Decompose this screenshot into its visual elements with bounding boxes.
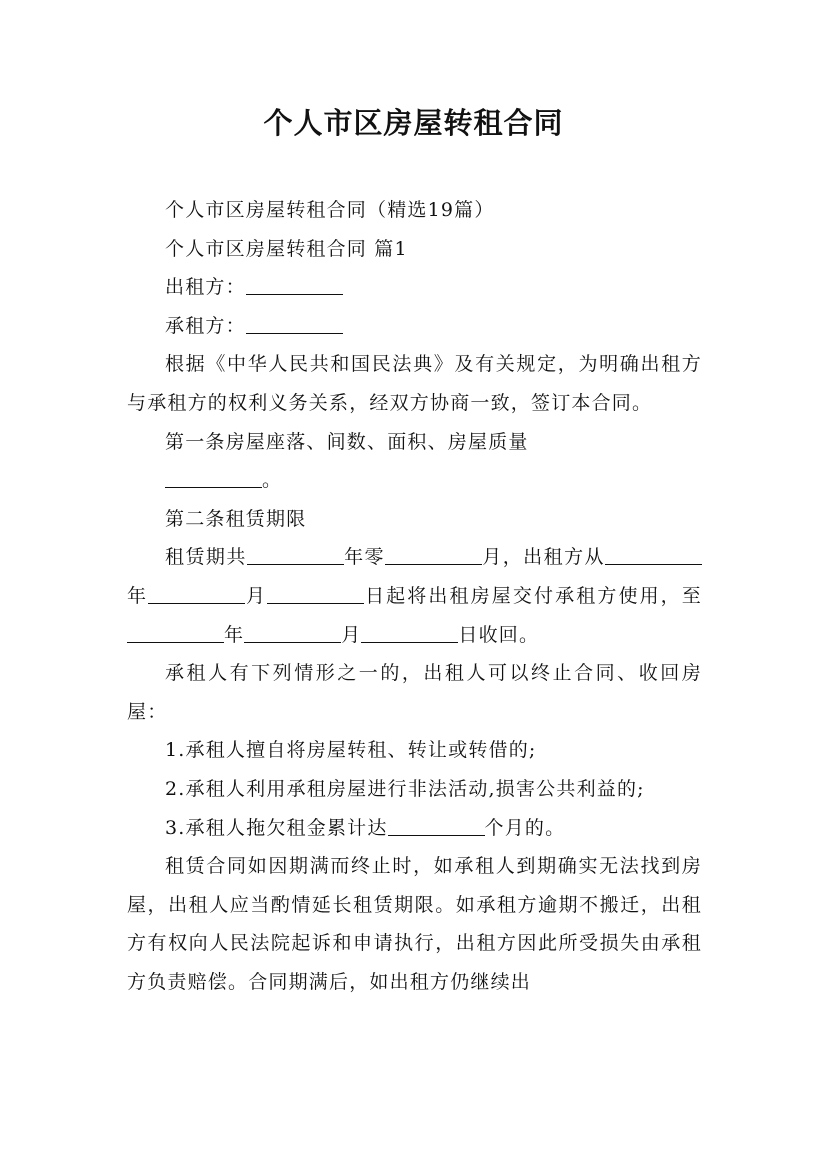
term-i: 日收回。 [458,623,540,646]
lessor-blank [246,275,343,295]
article2-title: 第二条租赁期限 [165,507,307,530]
lessor-line [127,268,702,307]
intro-paragraph: 根据《中华人民共和国民法典》及有关规定，为明确出租方与承租方的权利义务关系，经双方协商一致，签订本合同。 [127,353,702,414]
document-body [127,191,702,1001]
term-a: 租赁期共 [165,546,247,569]
item3-b: 个月的。 [484,816,566,839]
term-months-blank [385,545,482,565]
terminate-item-1: 1.承租人擅自将房屋转租、转让或转借的; [165,739,537,762]
term-c: 月，出租方从 [482,546,605,569]
lessee-label: 承租方： [165,314,246,337]
terminate-intro: 承租人有下列情形之一的，出租人可以终止合同、收回房屋： [127,662,702,723]
term-f: 日起将出租房屋交付承租方使用，至 [364,584,703,607]
start-month-blank [148,584,245,604]
term-g: 年 [224,623,245,646]
article1-end: 。 [262,469,283,492]
section-heading: 个人市区房屋转租合同 篇1 [165,237,408,260]
article1-blank-line [127,461,702,500]
lessor-label: 出租方： [165,276,246,299]
item3-a: 3.承租人拖欠租金累计达 [165,816,388,839]
item3-months-blank [388,816,485,836]
terminate-item-2: 2.承租人利用承租房屋进行非法活动,损害公共利益的; [165,777,645,800]
end-day-blank [361,623,458,643]
lessee-blank [246,314,343,334]
term-b: 年零 [343,546,385,569]
term-d: 年 [127,584,149,607]
subtitle: 个人市区房屋转租合同（精选19篇） [165,199,495,221]
start-year-blank [605,545,702,565]
term-h: 月 [341,623,362,646]
term-years-blank [247,545,344,565]
term-paragraph [127,538,702,654]
lessee-line [127,307,702,346]
article1-blank [165,468,262,488]
term-e: 月 [245,584,268,607]
end-year-blank [127,623,224,643]
start-day-blank [267,584,364,604]
article1-title: 第一条房屋座落、间数、面积、房屋质量 [165,430,529,453]
terminate-item-3 [127,809,702,848]
end-month-blank [244,623,341,643]
document-title: 个人市区房屋转租合同 [263,106,564,140]
renewal-paragraph: 租赁合同如因期满而终止时，如承租人到期确实无法找到房屋，出租人应当酌情延长租赁期限。如承租方逾期不搬迁，出租方有权向人民法院起诉和申请执行，出租方因此所受损失由承租方负责赔偿。合同期满后，如出租方仍继续出 [127,855,702,993]
